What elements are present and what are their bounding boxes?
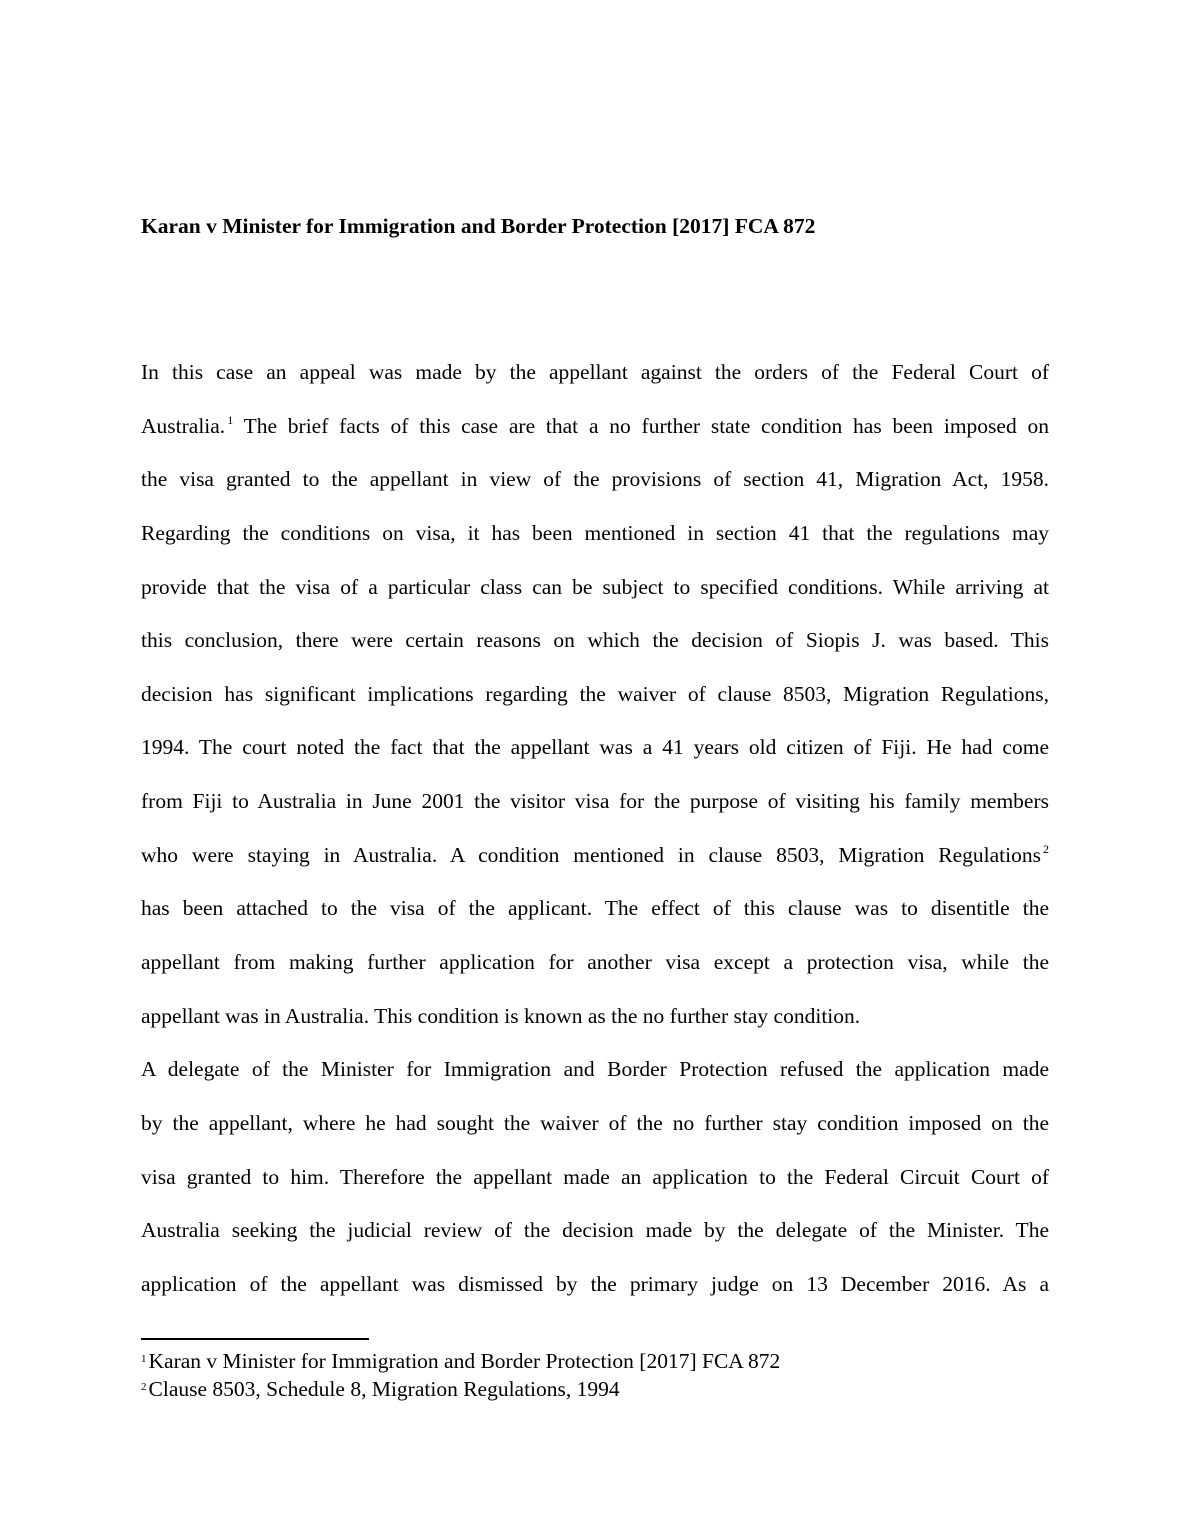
- paragraph-1-line: [141, 829, 1049, 883]
- paragraph-1-line: this conclusion, there were certain reasons on which the decision of Siopis J. was based. This: [141, 628, 1049, 653]
- text-segment: The brief facts of this case are that a no further state condition has been imposed on: [233, 413, 1049, 438]
- text-segment: Australia.: [141, 413, 226, 438]
- paragraph-2-line: Australia seeking the judicial review of the decision made by the delegate of the Minister. The: [141, 1218, 1049, 1243]
- footnote-reference-1[interactable]: 1: [227, 412, 234, 427]
- paragraph-2-line: by the appellant, where he had sought the waiver of the no further stay condition imposed on the: [141, 1110, 1049, 1135]
- footnote-1: [141, 1346, 1049, 1374]
- paragraph-1-line: provide that the visa of a particular class can be subject to specified conditions. While arriving at: [141, 574, 1049, 599]
- paragraph-2-line: visa granted to him. Therefore the appellant made an application to the Federal Circuit Court of: [141, 1164, 1049, 1189]
- paragraph-1-line: appellant was in Australia. This condition is known as the no further stay condition.: [141, 1003, 861, 1028]
- text-segment: who were staying in Australia. A condition mentioned in clause 8503, Migration Regulations: [141, 842, 1041, 867]
- footnote-number: 2: [141, 1381, 147, 1393]
- paragraph-1-line: Regarding the conditions on visa, it has been mentioned in section 41 that the regulations may: [141, 520, 1049, 545]
- footnote-2: [141, 1374, 1049, 1402]
- paragraph-1-line: decision has significant implications regarding the waiver of clause 8503, Migration Regulations,: [141, 681, 1049, 706]
- paragraph-1-line: from Fiji to Australia in June 2001 the visitor visa for the purpose of visiting his family members: [141, 789, 1049, 814]
- paragraph-1-line: appellant from making further application for another visa except a protection visa, while the: [141, 950, 1049, 975]
- body-text: [141, 346, 1049, 1312]
- paragraph-1-line: has been attached to the visa of the applicant. The effect of this clause was to disentitle the: [141, 896, 1049, 921]
- footnote-text: Clause 8503, Schedule 8, Migration Regulations, 1994: [148, 1377, 620, 1401]
- footnotes: [141, 1346, 1049, 1402]
- footnote-reference-2[interactable]: 2: [1043, 841, 1049, 856]
- footnote-separator: [141, 1338, 369, 1340]
- footnote-text: Karan v Minister for Immigration and Border Protection [2017] FCA 872: [148, 1349, 781, 1373]
- paragraph-1-line: the visa granted to the appellant in view of the provisions of section 41, Migration Act, 1958.: [141, 467, 1049, 492]
- paragraph-1-line: [141, 400, 1049, 454]
- document-title: Karan v Minister for Immigration and Border Protection [2017] FCA 872: [141, 214, 816, 238]
- paragraph-2-line: application of the appellant was dismissed by the primary judge on 13 December 2016. As a: [141, 1271, 1049, 1296]
- paragraph-2-line: A delegate of the Minister for Immigration and Border Protection refused the application made: [141, 1057, 1049, 1082]
- paragraph-1-line: In this case an appeal was made by the appellant against the orders of the Federal Court of: [141, 360, 1049, 384]
- footnote-number: 1: [141, 1353, 147, 1365]
- paragraph-1-line: 1994. The court noted the fact that the appellant was a 41 years old citizen of Fiji. He had come: [141, 735, 1049, 760]
